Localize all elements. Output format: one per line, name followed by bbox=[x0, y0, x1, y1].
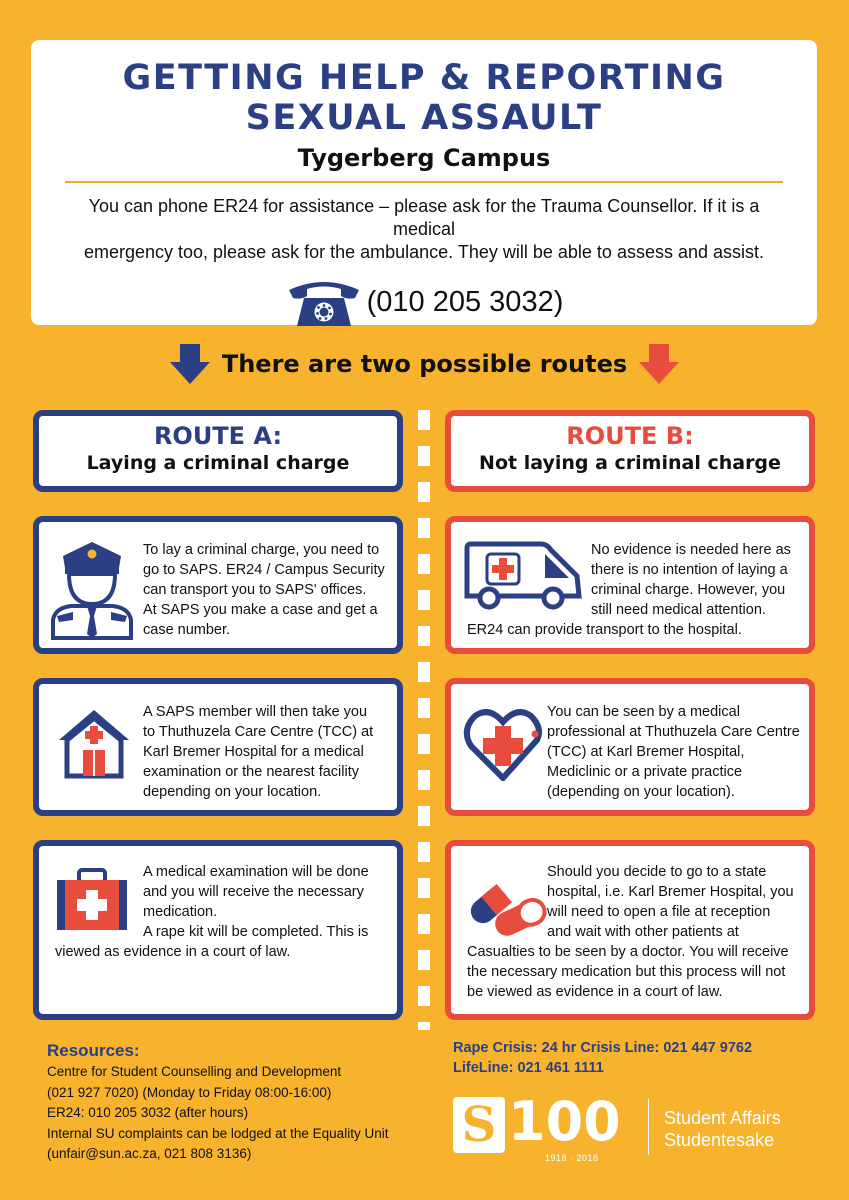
route-b-step-3 bbox=[445, 840, 815, 1020]
route-a-step-3-text-upper: A medical examination will be done and you will receive the necessary medication. A rape kit will be completed. This is bbox=[143, 864, 369, 940]
ambulance-icon bbox=[463, 540, 585, 610]
telephone-icon bbox=[285, 276, 363, 328]
logo-divider bbox=[648, 1099, 649, 1155]
route-b-step-3-text-lower: Casualties to be seen by a doctor. You will receive the necessary medication but this process will not be viewed as evidence in a court of law. bbox=[467, 944, 789, 1000]
intro-text: You can phone ER24 for assistance – please ask for the Trauma Counsellor. If it is a medical emergency too, please ask for the ambulance. They will be able to assess and assist. bbox=[83, 196, 765, 262]
arrow-down-navy-icon bbox=[168, 342, 212, 386]
heart-cross-icon bbox=[463, 706, 543, 784]
title-divider bbox=[65, 181, 783, 183]
student-affairs-label: Student Affairs Studentesake bbox=[664, 1108, 781, 1150]
arrow-down-red-icon bbox=[637, 342, 681, 386]
route-b-code: ROUTE B: bbox=[566, 422, 694, 450]
route-b-header bbox=[445, 410, 815, 492]
resource-line: ER24: 010 205 3032 (after hours) bbox=[47, 1105, 249, 1120]
route-a-step-1-text: To lay a criminal charge, you need to go to SAPS. ER24 / Campus Security can transport you to SAPS' offices. At SAPS you make a case and get a case number. bbox=[143, 542, 385, 638]
route-a-step-3 bbox=[33, 840, 403, 1020]
route-b-step-3-text-upper: Should you decide to go to a state hospital, i.e. Karl Bremer Hospital, you will need to open a file at reception and wait with other patients at bbox=[547, 864, 794, 940]
centenary-years: 1918 · 2018 bbox=[545, 1153, 599, 1163]
rape-crisis-hotline: Rape Crisis: 24 hr Crisis Line: 021 447 9762 bbox=[453, 1040, 753, 1056]
route-a-description: Laying a criminal charge bbox=[86, 452, 350, 474]
hotlines-section bbox=[453, 1038, 823, 1078]
resource-line: (021 927 7020) (Monday to Friday 08:00-16:00) bbox=[47, 1084, 332, 1100]
police-officer-icon bbox=[49, 540, 135, 640]
resource-line: Internal SU complaints can be lodged at the Equality Unit bbox=[47, 1125, 389, 1141]
resources-title: Resources: bbox=[47, 1041, 140, 1060]
su-logo-mark: S bbox=[453, 1097, 505, 1153]
route-b-step-1-text-upper: No evidence is needed here as there is no intention of laying a criminal charge. However, you still need medical attention. bbox=[591, 542, 791, 618]
routes-heading: There are two possible routes bbox=[221, 350, 628, 378]
er24-phone-number: (010 205 3032) bbox=[366, 285, 564, 318]
su-100-logo bbox=[453, 1090, 813, 1163]
route-a-step-2 bbox=[33, 678, 403, 816]
phone-row bbox=[31, 276, 817, 328]
route-b-step-1-text-lower: ER24 can provide transport to the hospital. bbox=[467, 622, 742, 638]
route-a-step-3-text-lower: viewed as evidence in a court of law. bbox=[55, 944, 291, 960]
route-a-step-1 bbox=[33, 516, 403, 654]
route-a-step-2-text: A SAPS member will then take you to Thuthuzela Care Centre (TCC) at Karl Bremer Hospital for a medical examination or the nearest facility depending on your location. bbox=[143, 704, 374, 800]
pills-icon bbox=[463, 868, 547, 942]
route-a-code: ROUTE A: bbox=[153, 422, 283, 450]
centenary-number: 100 bbox=[508, 1090, 621, 1153]
lifeline-hotline: LifeLine: 021 461 1111 bbox=[453, 1060, 604, 1076]
route-b-step-2 bbox=[445, 678, 815, 816]
header-card bbox=[31, 40, 817, 325]
resource-line: Centre for Student Counselling and Development bbox=[47, 1064, 342, 1079]
first-aid-kit-icon bbox=[55, 868, 129, 932]
route-b-description: Not laying a criminal charge bbox=[479, 452, 781, 474]
care-centre-icon bbox=[55, 706, 133, 780]
page-title: GETTING HELP & REPORTING SEXUAL ASSAULT bbox=[122, 58, 726, 138]
routes-heading-row bbox=[0, 339, 849, 389]
route-b-step-1 bbox=[445, 516, 815, 654]
resource-line: (unfair@sun.ac.za, 021 808 3136) bbox=[47, 1146, 252, 1161]
resources-section bbox=[47, 1040, 427, 1165]
route-a-header bbox=[33, 410, 403, 492]
route-divider bbox=[418, 410, 430, 1030]
route-b-step-2-text: You can be seen by a medical professional at Thuthuzela Care Centre (TCC) at Karl Bremer Hospital, Mediclinic or a private practice (depending on your location). bbox=[547, 704, 800, 800]
campus-subtitle: Tygerberg Campus bbox=[297, 144, 551, 172]
